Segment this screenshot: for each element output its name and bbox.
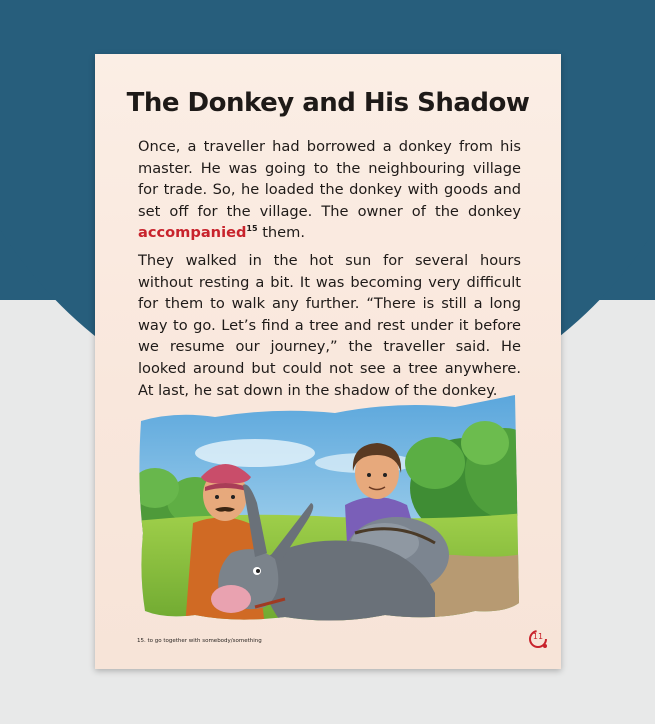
vocab-word[interactable] bbox=[138, 224, 258, 241]
page-number-badge bbox=[527, 628, 549, 650]
footnote-marker: 15 bbox=[246, 224, 258, 234]
paragraph-1-text: Once, a traveller had borrowed a donkey from his master. He was going to the neighbouring village for trade. So, he loaded the donkey with goods and set off for the village. The owner of the donkey bbox=[138, 138, 521, 220]
paragraph-1 bbox=[138, 136, 521, 244]
story-illustration bbox=[135, 393, 525, 627]
vocab-word-text: accompanied bbox=[138, 224, 247, 242]
story-text bbox=[138, 136, 521, 407]
paragraph-2: They walked in the hot sun for several hours without resting a bit. It was becoming very difficult for them to walk any further. “There is still a long way to go. Let’s find a tree and rest under it before we resume our journey,” the traveller said. He looked around but could not see a tree anywhere. At last, he sat down in the shadow of the donkey. bbox=[138, 251, 521, 399]
page-number: 11 bbox=[532, 632, 544, 641]
footnote: 15. to go together with somebody/something bbox=[137, 638, 262, 644]
book-page bbox=[95, 54, 561, 669]
paragraph-1-end: them. bbox=[257, 224, 306, 242]
page-title: The Donkey and His Shadow bbox=[126, 88, 530, 118]
